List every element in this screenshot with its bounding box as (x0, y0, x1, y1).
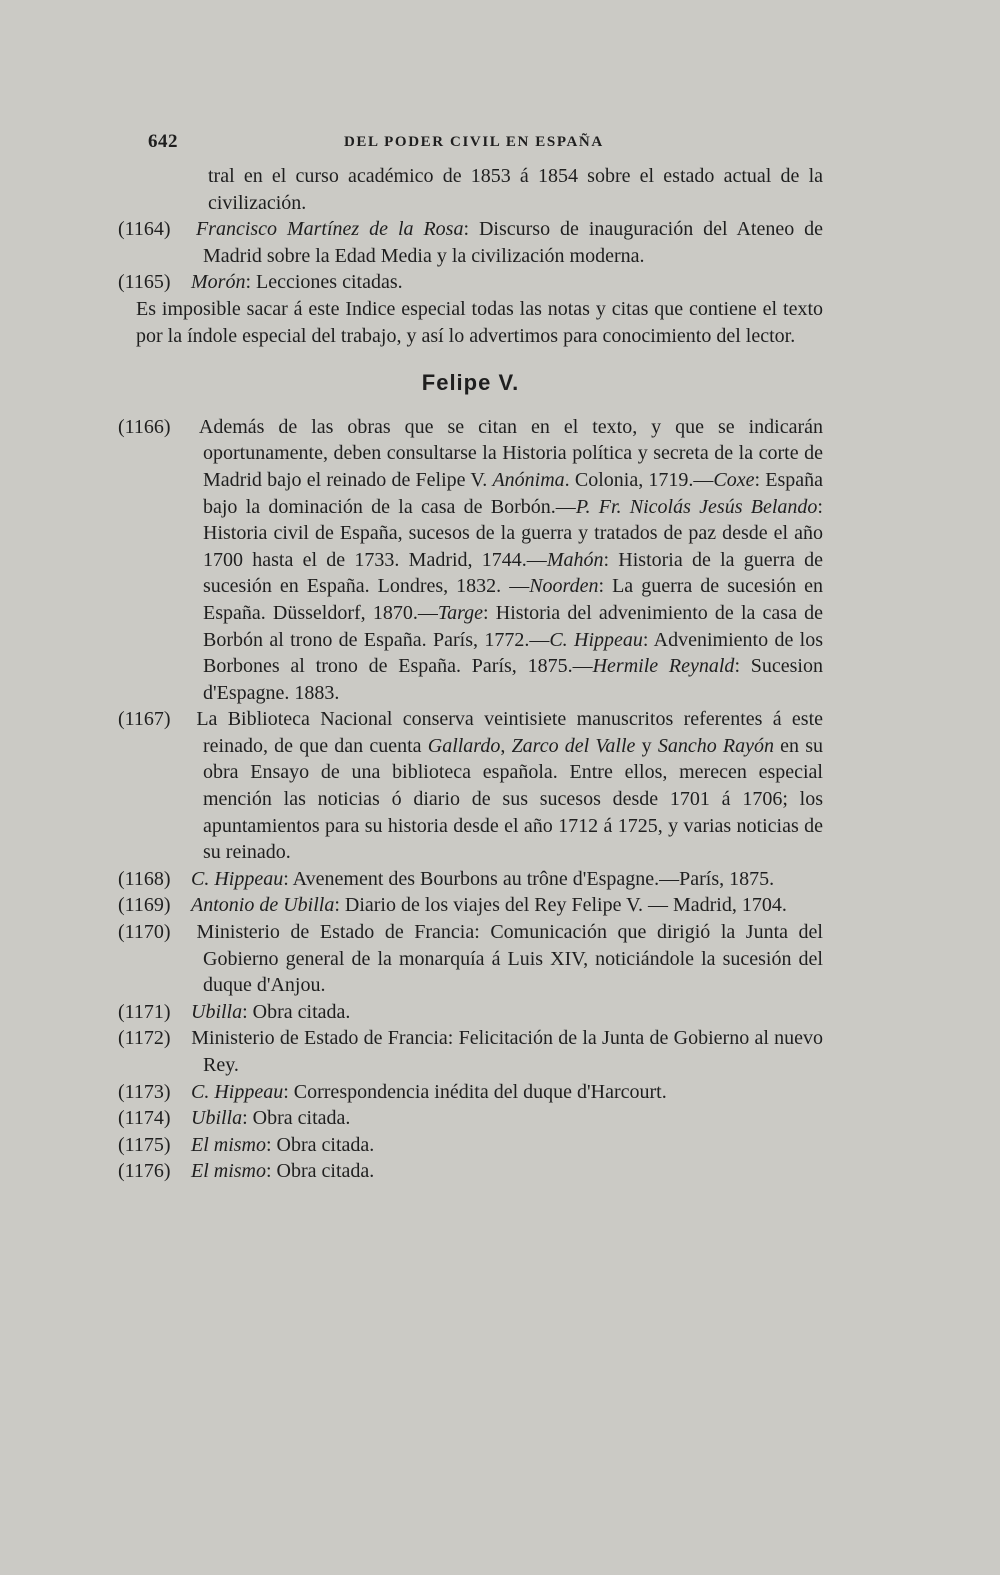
note-text: : Advenimiento de los Borbones al trono de España. París, 1875.— (203, 628, 824, 678)
note-text: Ministerio de Estado de Francia: Felicitación de la Junta de Gobierno al nuevo Rey. (191, 1027, 824, 1076)
note-text: : Obra citada. (266, 1133, 375, 1156)
note-text: : Correspondencia inédita del duque d'Harcourt. (283, 1080, 667, 1103)
note-number: (1165) (118, 271, 171, 294)
note-text: : Obra citada. (266, 1160, 375, 1183)
note-author: Mahón (546, 548, 604, 571)
note-author: Ubilla (191, 1107, 243, 1130)
note-number: (1172) (118, 1027, 171, 1050)
note-1171 (118, 999, 823, 1026)
note-author: P. Fr. Nicolás Jesús Belando (575, 495, 818, 518)
note-text: : Avenement des Bourbons au trône d'Espagne.—París, 1875. (283, 867, 775, 890)
note-text: : Obra citada. (242, 1107, 351, 1130)
note-number: (1175) (118, 1133, 171, 1156)
note-author: Coxe (713, 468, 755, 491)
note-text: Ministerio de Estado de Francia: Comunicación que dirigió la Junta del Gobierno general de la monarquía á Luis XIV, noticiándole la sucesión del duque d'Anjou. (196, 921, 823, 997)
note-text: : Lecciones citadas. (245, 271, 403, 294)
note-author: Gallardo (427, 734, 501, 757)
note-number: (1174) (118, 1107, 171, 1130)
note-1164 (118, 216, 823, 269)
note-text: , (500, 734, 512, 757)
note-1168 (118, 866, 823, 893)
note-text: : Sucesion d'Espagne. 1883. (203, 655, 823, 704)
note-text: . Colonia, 1719.— (564, 468, 714, 491)
note-author: C. Hippeau (549, 628, 643, 651)
note-text: La Biblioteca Nacional conserva veintisiete manuscritos referentes á este reinado, de que dan cuenta (196, 708, 823, 757)
note-text: y (635, 734, 658, 757)
note-text: : Historia civil de España, sucesos de la guerra y tratados de paz desde el año 1700 hasta el de 1733. Madrid, 1744.— (203, 495, 823, 571)
note-1173 (118, 1079, 823, 1106)
note-author: Morón (191, 271, 246, 294)
page-number: 642 (148, 131, 178, 152)
note-text: : Historia del advenimiento de la casa de Borbón al trono de España. París, 1772.— (203, 601, 823, 651)
note-author: C. Hippeau (191, 1080, 284, 1103)
note-author: El mismo (191, 1133, 266, 1156)
note-number: (1171) (118, 1000, 171, 1023)
note-text: : Discurso de inauguración del Ateneo de Madrid sobre la Edad Media y la civilización moderna. (203, 218, 824, 267)
note-number: (1164) (118, 218, 171, 241)
note-1170 (118, 919, 823, 999)
note-author: Hermile Reynald (592, 655, 735, 678)
note-text: : Obra citada. (242, 1000, 351, 1023)
note-author: Noorden (529, 575, 599, 598)
note-text: en su obra Ensayo de una biblioteca española. Entre ellos, merecen especial mención las noticias ó diario de sus sucesos desde 1701 á 1706; los apuntamientos para su historia desde el año 1712 á 1725, y varias noticias de su reinado. (203, 734, 824, 864)
note-number: (1176) (118, 1160, 171, 1183)
index-remark: Es imposible sacar á este Indice especial todas las notas y citas que contiene el texto por la índole especial del trabajo, y así lo advertimos para conocimiento del lector. (136, 297, 823, 347)
note-text: : Historia de la guerra de sucesión en España. Londres, 1832. — (203, 548, 824, 598)
note-author: Targe (437, 601, 484, 624)
running-title: DEL PODER CIVIL EN ESPAÑA (344, 134, 604, 150)
note-1174 (118, 1105, 823, 1132)
note-author: Antonio de Ubilla (191, 894, 335, 917)
page-content (118, 163, 823, 1185)
note-number: (1166) (118, 415, 171, 438)
note-author: Sancho Rayón (657, 734, 774, 757)
note-number: (1170) (118, 921, 171, 944)
note-author: Ubilla (191, 1000, 243, 1023)
note-text: : España bajo la dominación de la casa de Borbón.— (203, 468, 823, 518)
note-1166 (118, 414, 823, 707)
note-text: : Diario de los viajes del Rey Felipe V. — Madrid, 1704. (334, 894, 787, 917)
note-1175 (118, 1132, 823, 1159)
note-1172 (118, 1025, 823, 1078)
note-text: : La guerra de sucesión en España. Düsseldorf, 1870.— (203, 575, 824, 624)
note-author: Zarco del Valle (511, 734, 636, 757)
note-number: (1167) (118, 708, 171, 731)
page-header (148, 131, 816, 159)
note-continuation: tral en el curso académico de 1853 á 1854 sobre el estado actual de la civilización. (208, 165, 823, 214)
note-number: (1173) (118, 1080, 171, 1103)
section-title: Felipe V. (421, 370, 520, 396)
note-1165 (118, 269, 823, 296)
note-author: Anónima (492, 468, 565, 491)
note-author: Francisco Martínez de la Rosa (195, 218, 464, 241)
note-1167 (118, 706, 823, 866)
note-1169 (118, 892, 823, 919)
note-number: (1168) (118, 867, 171, 890)
note-text: Además de las obras que se citan en el texto, y que se indicarán oportunamente, deben consultarse la Historia política y secreta de la corte de Madrid bajo el reinado de Felipe V. (198, 415, 823, 491)
notes-list (118, 414, 823, 1185)
note-number: (1169) (118, 894, 171, 917)
note-author: C. Hippeau (191, 867, 284, 890)
note-author: El mismo (191, 1160, 266, 1183)
note-1176 (118, 1158, 823, 1185)
